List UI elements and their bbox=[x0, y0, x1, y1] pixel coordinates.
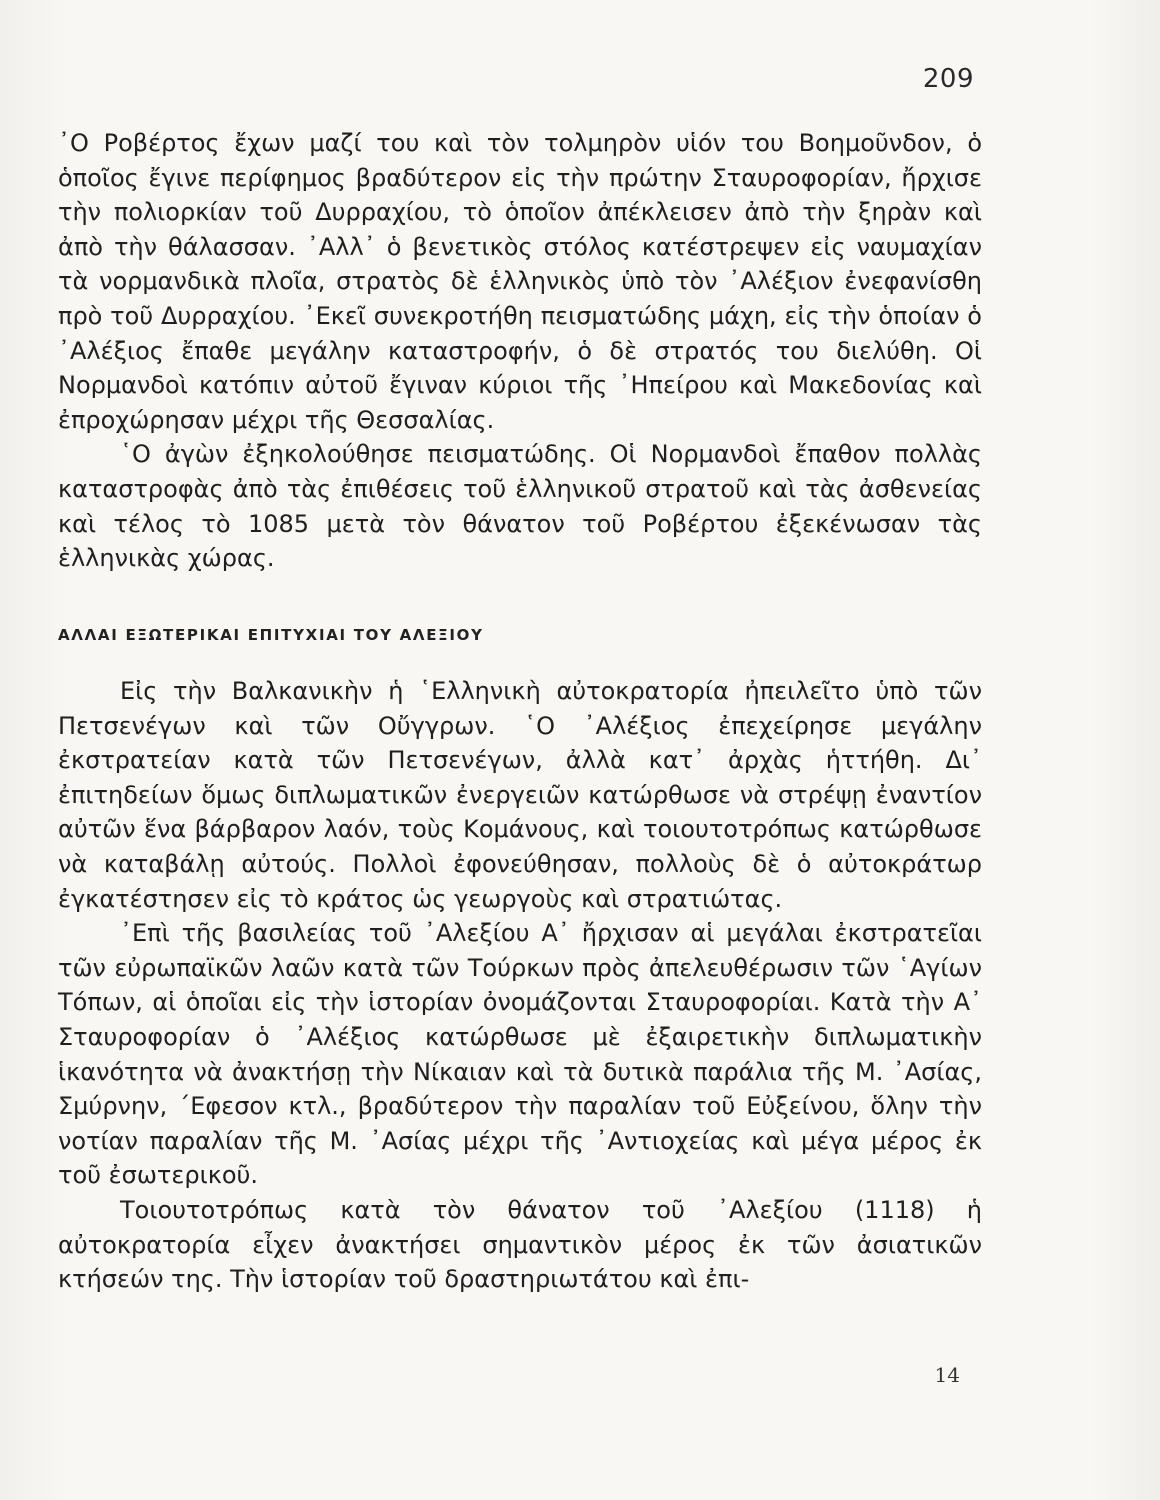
paragraph-normans-retreat: ῾Ο ἀγὼν ἐξηκολούθησε πεισματώδης. Οἱ Νορμανδοὶ ἔπαθον πολλὰς καταστροφὰς ἀπὸ τὰς ἐπιθέσεις τοῦ ἑλληνικοῦ στρατοῦ καὶ τὰς ἀσθενείας καὶ τέλος τὸ 1085 μετὰ τὸν θάνατον τοῦ Ροβέρτου ἐξεκένωσαν τὰς ἑλληνικὰς χώρας. bbox=[58, 440, 982, 573]
paragraph-balkans-pechenegs: Εἰς τὴν Βαλκανικὴν ἡ ῾Ελληνικὴ αὐτοκρατορία ἠπειλεῖτο ὑπὸ τῶν Πετσενέγων καὶ τῶν Οὔγγρων. ῾Ο ᾿Αλέξιος ἐπεχείρησε μεγάλην ἐκστρατείαν κατὰ τῶν Πετσενέγων, ἀλλὰ κατ᾿ ἀρχὰς ἡττήθη. Δι᾿ ἐπιτηδείων ὅμως διπλωματικῶν ἐνεργειῶν κατώρθωσε νὰ στρέψῃ ἐναντίον αὐτῶν ἕνα βάρβαρον λαόν, τοὺς Κομάνους, καὶ τοιουτοτρόπως κατώρθωσε νὰ καταβάλῃ αὐτούς. Πολλοὶ ἐφονεύθησαν, πολλοὺς δὲ ὁ αὐτοκράτωρ ἐγκατέστησεν εἰς τὸ κράτος ὡς γεωργοὺς καὶ στρατιώτας. bbox=[58, 677, 982, 913]
section-2 bbox=[58, 674, 982, 1297]
paragraph-robert-durrachium: ᾿Ο Ροβέρτος ἔχων μαζί του καὶ τὸν τολμηρὸν υἱόν του Βοημοῦνδον, ὁ ὁποῖος ἔγινε περίφημος βραδύτερον εἰς τὴν πρώτην Σταυροφορίαν, ἤρχισε τὴν πολιορκίαν τοῦ Δυρραχίου, τὸ ὁποῖον ἀπέκλεισεν ἀπὸ τὴν ξηρὰν καὶ ἀπὸ τὴν θάλασσαν. ᾿Αλλ᾿ ὁ βενετικὸς στόλος κατέστρεψεν εἰς ναυμαχίαν τὰ νορμανδικὰ πλοῖα, στρατὸς δὲ ἑλληνικὸς ὑπὸ τὸν ᾿Αλέξιον ἐνεφανίσθη πρὸ τοῦ Δυρραχίου. ᾿Εκεῖ συνεκροτήθη πεισματώδης μάχη, εἰς τὴν ὁποίαν ὁ ᾿Αλέξιος ἔπαθε μεγάλην καταστροφήν, ὁ δὲ στρατός του διελύθη. Οἱ Νορμανδοὶ κατόπιν αὐτοῦ ἔγιναν κύριοι τῆς ᾿Ηπείρου καὶ Μακεδονίας καὶ ἐπροχώρησαν μέχρι τῆς Θεσσαλίας. bbox=[58, 129, 982, 434]
section-1 bbox=[58, 126, 982, 576]
section-heading: ΑΛΛΑΙ ΕΞΩΤΕΡΙΚΑΙ ΕΠΙΤΥΧΙΑΙ ΤΟΥ ΑΛΕΞΙΟΥ bbox=[58, 626, 484, 644]
paragraph-crusades: ᾿Επὶ τῆς βασιλείας τοῦ ᾿Αλεξίου Α᾿ ἤρχισαν αἱ μεγάλαι ἐκστρατεῖαι τῶν εὐρωπαϊκῶν λαῶν κατὰ τῶν Τούρκων πρὸς ἀπελευθέρωσιν τῶν ῾Αγίων Τόπων, αἱ ὁποῖαι εἰς τὴν ἱστορίαν ὀνομάζονται Σταυροφορίαι. Κατὰ τὴν Α᾿ Σταυροφορίαν ὁ ᾿Αλέξιος κατώρθωσε μὲ ἐξαιρετικὴν διπλωματικὴν ἱκανότητα νὰ ἀνακτήσῃ τὴν Νίκαιαν καὶ τὰ δυτικὰ παράλια τῆς Μ. ᾿Ασίας, Σμύρνην, ´Εφεσον κτλ., βραδύτερον τὴν παραλίαν τοῦ Εὐξείνου, ὅλην τὴν νοτίαν παραλίαν τῆς Μ. ᾿Ασίας μέχρι τῆς ᾿Αντιοχείας καὶ μέγα μέρος ἐκ τοῦ ἐσωτερικοῦ. bbox=[58, 919, 982, 1190]
signature-mark: 14 bbox=[934, 1363, 960, 1387]
page-number: 209 bbox=[922, 64, 974, 94]
paragraph-alexios-death: Τοιουτοτρόπως κατὰ τὸν θάνατον τοῦ ᾿Αλεξίου (1118) ἡ αὐτοκρατορία εἶχεν ἀνακτήσει σημαντικὸν μέρος ἐκ τῶν ἀσιατικῶν κτήσεών της. Τὴν ἱστορίαν τοῦ δραστηριωτάτου καὶ ἐπι- bbox=[58, 1195, 982, 1294]
